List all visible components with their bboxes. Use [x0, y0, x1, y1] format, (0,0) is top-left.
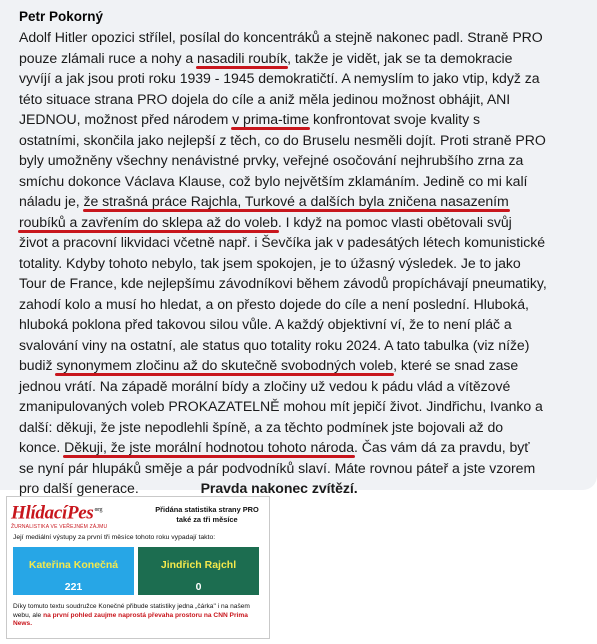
comment-line	[19, 171, 589, 192]
comment-line	[19, 437, 589, 458]
comment-text-segment: pro další generace.	[19, 480, 201, 496]
comment-text-segment: život a pracovní likvidaci včetně např. i Ševčíka jak v padesátých létech komunistické	[19, 234, 546, 250]
comment-line	[19, 109, 589, 130]
comment-line	[19, 48, 589, 69]
comment-line	[19, 417, 589, 438]
image-headline: Přidána statistika strany PRO také za tři měsíce	[155, 505, 259, 524]
comment-text-segment: této situace strana PRO dojela do cíle a aniž měla jedinou možnost obhájit, ANI	[19, 90, 511, 107]
comment-text-segment: budiž	[19, 357, 57, 373]
comment-line	[19, 335, 589, 356]
stat-box-rajchl	[138, 547, 259, 595]
comment-text-segment: ostatními, skončila jako nejlepší z těch, co do Bruselu nesměli dojít. Proti straně PRO	[19, 131, 546, 148]
comment-text-segment: totality. Kdyby tohoto nebylo, tak jsem spokojen, je to úžasný výsledek. Je to jako	[19, 254, 521, 271]
comment-text-segment: vyvíjí a jak jsou proti roku 1939 - 1945 demokratičtí. A nemyslím to jako vtip, když za	[19, 70, 540, 86]
comment-text-segment: . Čas vám dá za pravdu, byť	[354, 439, 530, 455]
comment-text-segment: smíchu dokonce Václava Klause, což bylo největším zklamáním. Jedině co mi kalí	[19, 172, 528, 189]
comment-text-segment: se nyní pár hlupáků směje a pár podvodníků slaví. Máte rovnou páteř a jste vzorem	[19, 459, 536, 476]
attached-image[interactable]	[6, 496, 270, 639]
underlined-highlight: nasadili roubík	[197, 49, 288, 66]
closing-statement: Pravda nakonec zvítězí.	[200, 480, 358, 496]
logo-suffix: org	[94, 507, 103, 513]
comment-text-segment: JEDNOU, možnost před národem	[19, 111, 233, 127]
underlined-highlight: synonymem zločinu až do skutečně svobodných voleb	[56, 357, 394, 373]
image-footnote	[13, 603, 265, 629]
comment-line	[19, 458, 589, 479]
comment-text-segment: náladu je,	[19, 193, 84, 209]
comment-line	[19, 314, 589, 335]
underlined-highlight: Děkuji, že jste morální hodnotou tohoto národa	[64, 439, 355, 455]
underlined-highlight: v prima-time	[232, 111, 310, 127]
comment-line	[19, 232, 589, 253]
footnote-highlight: na první pohled zaujme naprostá převaha prostoru na CNN Prima News.	[13, 611, 248, 628]
comment-line	[19, 273, 589, 294]
comment-text-segment: Adolf Hitler opozici střílel, posílal do koncentráků a stejně nakonec padl. Straně PRO	[19, 29, 543, 45]
comment-text-segment: jednou vrátí. Na západě morální bídy a zločiny už vedou k pádu vlád a vítězové	[19, 377, 511, 394]
comment-text-segment: pouze zlámali ruce a nohy a	[19, 49, 198, 66]
stat-name: Kateřina Konečná	[28, 559, 119, 571]
image-intro: Její mediální výstupy za první tři měsíce tohoto roku vypadají takto:	[13, 534, 216, 541]
comment-line	[19, 376, 589, 397]
comment-text-segment: zahodí kolo a musí ho hledat, a on přesto dojede do cíle a není poslední. Hluboká,	[19, 295, 529, 312]
comment-text-segment: svalování viny na ostatní, ale status quo totality roku 2024. A tato tabulka (viz níže)	[19, 336, 530, 353]
comment-line	[19, 191, 589, 212]
comment-line	[19, 150, 589, 171]
comment-line	[19, 89, 589, 110]
comment-text-segment: hluboká poklona před takovou silou vůle. A každý objektivní ví, že to není pláč a	[19, 316, 512, 332]
comment-text-segment: , takže je vidět, jak se ta demokracie	[287, 49, 513, 66]
hlidacipes-logo	[11, 500, 123, 530]
footnote-text: Díky tomuto textu soudružce Konečné přibude statistiky jedna „čárka" i na našem webu, ale	[13, 603, 250, 619]
comment-text-segment: další: děkuji, že jste nepodlehli špíně, a za těchto podmínek jste bojovali až do	[19, 418, 504, 435]
comment-text-segment: , které se snad zase	[393, 357, 519, 373]
comment-line	[19, 68, 589, 89]
comment-line	[19, 130, 589, 151]
comment-line	[19, 396, 589, 417]
comment-text-segment: konce.	[19, 439, 65, 455]
comment-text-segment: Tour de France, kde nejlepšímu závodníkovi během závodů propíchávají pneumatiky,	[19, 275, 547, 291]
logo-tagline: ŽURNALISTIKA VE VEŘEJNÉM ZÁJMU	[11, 524, 108, 531]
stat-name: Jindřich Rajchl	[160, 559, 237, 571]
comment-text-segment: byly umožněny všechny nenávistné prvky, veřejné osočování nejhrubšího zrna za	[19, 152, 524, 168]
comment-line	[19, 212, 589, 233]
comment-text-segment: zmanipulovaných voleb PROKAZATELNĚ mohou mít jepičí život. Jindřichu, Ivanko a	[19, 398, 543, 414]
comment-line	[19, 27, 589, 48]
stat-count: 221	[64, 581, 83, 593]
stat-count: 0	[195, 581, 202, 593]
underlined-highlight: roubíků a zavřením do sklepa až do voleb	[19, 213, 278, 230]
comment-text	[19, 27, 589, 499]
underlined-highlight: že strašná práce Rajchla, Turkové a dalších byla zničena nasazením	[83, 193, 509, 209]
comment-line	[19, 355, 589, 376]
logo-text: HlídacíPes	[11, 502, 94, 524]
comment-line	[19, 253, 589, 274]
comment-text-segment: . I když na pomoc vlasti obětovali svůj	[277, 213, 512, 230]
comment-line	[19, 294, 589, 315]
comment-author[interactable]: Petr Pokorný	[19, 9, 104, 24]
comment-text-segment: konfrontovat svoje kvality s	[309, 111, 480, 127]
stat-box-konecna	[13, 547, 134, 595]
